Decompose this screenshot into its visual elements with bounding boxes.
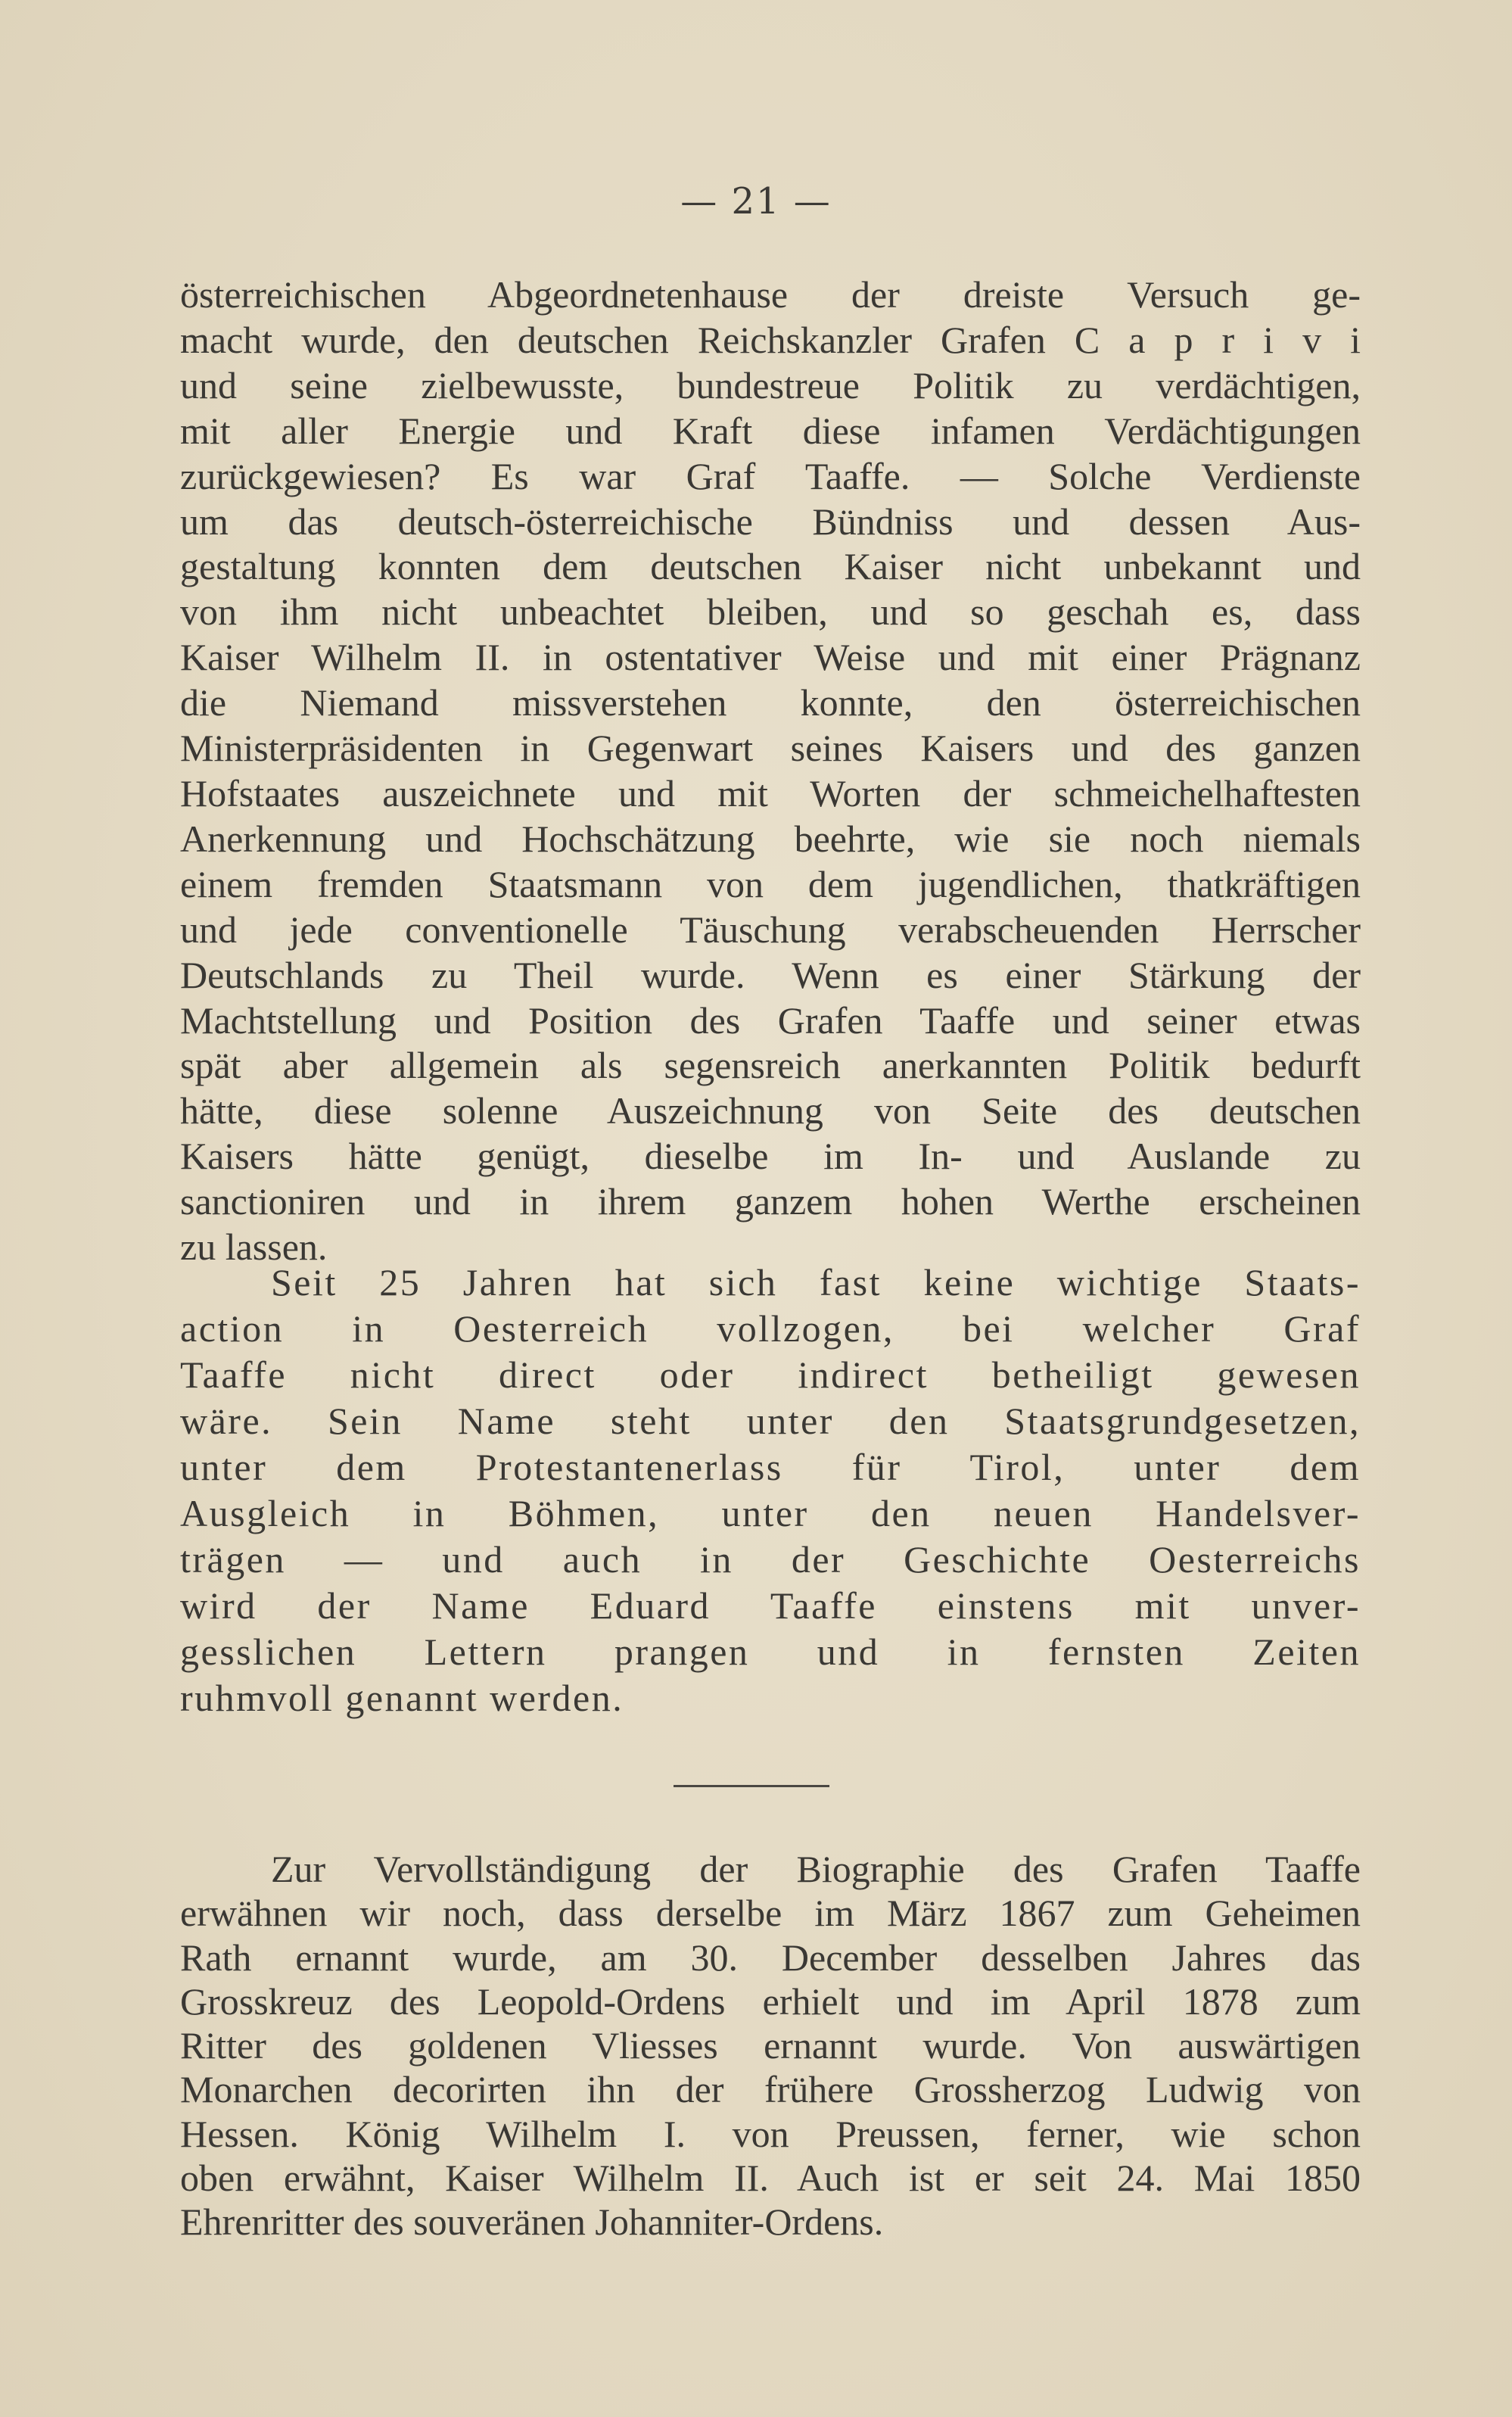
text-line: unter dem Protestantenerlass für Tirol, unter dem <box>180 1446 1361 1488</box>
paragraph-biography-supplement <box>180 1847 1361 2244</box>
text-line: Kaisers hätte genügt, dieselbe im In- und Auslande zu <box>180 1135 1361 1178</box>
text-line: hätte, diese solenne Auszeichnung von Seite des deutschen <box>180 1089 1361 1132</box>
text-line: macht wurde, den deutschen Reichskanzler Grafen C a p r i v i <box>180 318 1361 361</box>
text-line: spät aber allgemein als segensreich anerkannten Politik bedurft <box>180 1044 1361 1087</box>
text-line: Machtstellung und Position des Grafen Taaffe und seiner etwas <box>180 998 1361 1042</box>
text-line: oben erwähnt, Kaiser Wilhelm II. Auch ist er seit 24. Mai 1850 <box>180 2157 1361 2200</box>
text-line: wäre. Sein Name steht unter den Staatsgrundgesetzen, <box>180 1400 1361 1442</box>
text-line: Rath ernannt wurde, am 30. December desselben Jahres das <box>180 1936 1361 1979</box>
text-line: von ihm nicht unbeachtet bleiben, und so geschah es, dass <box>180 590 1361 634</box>
paragraph-taaffe-merits <box>180 273 1361 1270</box>
text-line: Seit 25 Jahren hat sich fast keine wichtige Staats- <box>271 1261 1361 1303</box>
text-line: um das deutsch-österreichische Bündniss und dessen Aus- <box>180 500 1361 543</box>
text-line: österreichischen Abgeordnetenhause der dreiste Versuch ge- <box>180 273 1361 316</box>
text-line: gestaltung konnten dem deutschen Kaiser nicht unbekannt und <box>180 545 1361 588</box>
text-line: Hessen. König Wilhelm I. von Preussen, ferner, wie schon <box>180 2112 1361 2155</box>
text-line: die Niemand missverstehen konnte, den österreichischen <box>180 681 1361 724</box>
text-line: Taaffe nicht direct oder indirect betheiligt gewesen <box>180 1353 1361 1396</box>
text-line: Anerkennung und Hochschätzung beehrte, wie sie noch niemals <box>180 817 1361 860</box>
text-line: Ausgleich in Böhmen, unter den neuen Handelsver- <box>180 1492 1361 1534</box>
text-line: Ritter des goldenen Vliesses ernannt wurde. Von auswärtigen <box>180 2024 1361 2067</box>
text-line: erwähnen wir noch, dass derselbe im März 1867 zum Geheimen <box>180 1892 1361 1935</box>
text-line: Ehrenritter des souveränen Johanniter-Ordens. <box>180 2201 884 2244</box>
text-line: wird der Name Eduard Taaffe einstens mit unver- <box>180 1584 1361 1627</box>
text-line: einem fremden Staatsmann von dem jugendlichen, thatkräftigen <box>180 862 1361 905</box>
text-line: Grosskreuz des Leopold-Ordens erhielt und im April 1878 zum <box>180 1979 1361 2023</box>
text-line: gesslichen Lettern prangen und in fernsten Zeiten <box>180 1631 1361 1673</box>
text-line: zurückgewiesen? Es war Graf Taaffe. — Solche Verdienste <box>180 454 1361 497</box>
text-line: sanctioniren und in ihrem ganzem hohen Werthe erscheinen <box>180 1180 1361 1223</box>
text-line: ruhmvoll genannt werden. <box>180 1677 624 1719</box>
text-line: Zur Vervollständigung der Biographie des Grafen Taaffe <box>271 1848 1361 1890</box>
section-divider <box>674 1785 829 1787</box>
text-line: action in Oesterreich vollzogen, bei welcher Graf <box>180 1307 1361 1350</box>
text-line: und seine zielbewusste, bundestreue Politik zu verdächtigen, <box>180 363 1361 406</box>
paragraph-taaffe-legacy <box>180 1260 1361 1721</box>
text-line: zu lassen. <box>180 1226 328 1269</box>
text-line: Hofstaates auszeichnete und mit Worten der schmeichelhaftesten <box>180 771 1361 814</box>
text-line: Monarchen decorirten ihn der frühere Grossherzog Ludwig von <box>180 2068 1361 2111</box>
text-line: und jede conventionelle Täuschung verabscheuenden Herrscher <box>180 908 1361 951</box>
text-line: trägen — und auch in der Geschichte Oesterreichs <box>180 1538 1361 1581</box>
page-number: — 21 — <box>680 180 832 223</box>
text-line: mit aller Energie und Kraft diese infamen Verdächtigungen <box>180 409 1361 452</box>
text-line: Kaiser Wilhelm II. in ostentativer Weise und mit einer Prägnanz <box>180 636 1361 679</box>
text-line: Deutschlands zu Theil wurde. Wenn es einer Stärkung der <box>180 953 1361 996</box>
text-line: Ministerpräsidenten in Gegenwart seines Kaisers und des ganzen <box>180 727 1361 770</box>
